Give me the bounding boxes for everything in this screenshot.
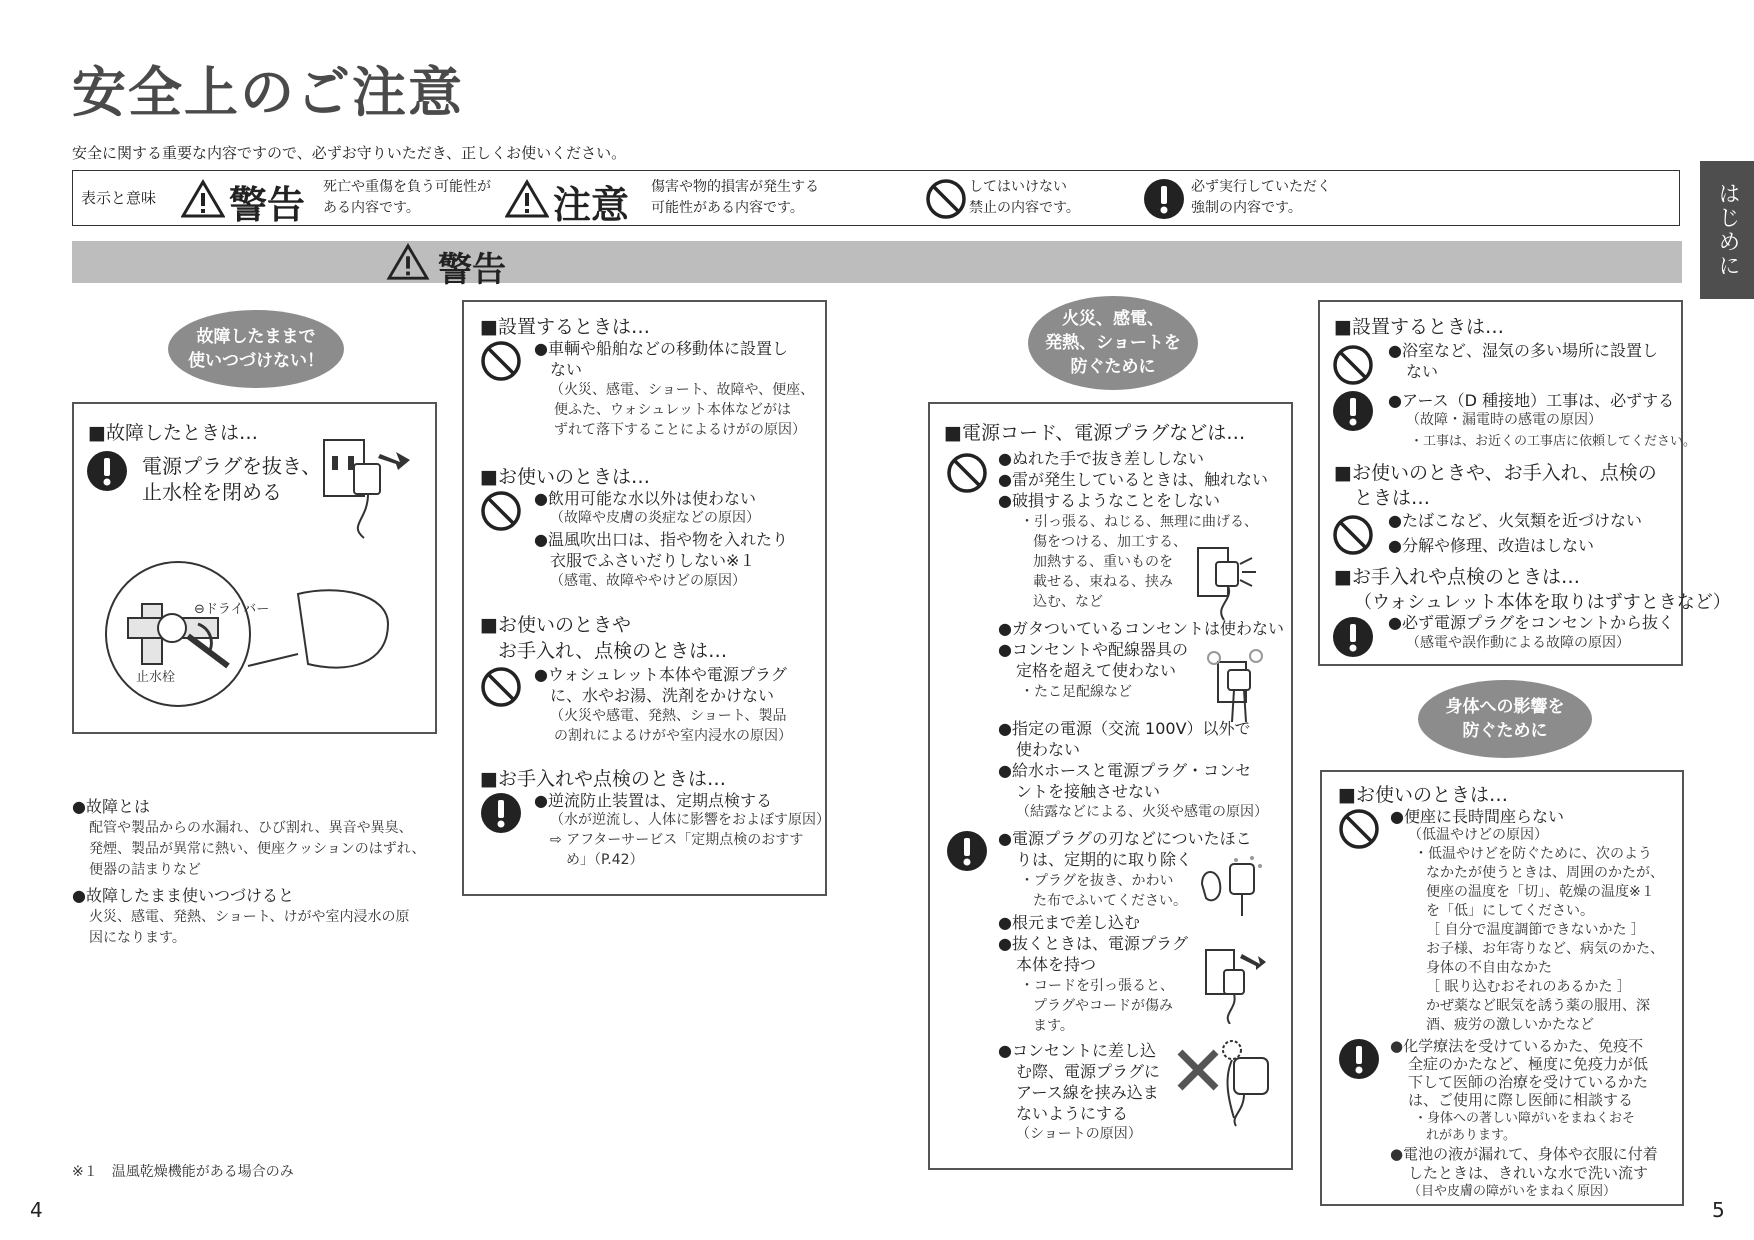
col1-note-5: ●故障したまま使いつづけると [72, 886, 294, 905]
col2-heading-4: ■お手入れや点検のときは… [480, 768, 726, 790]
col4-e-2: 全症のかたなど、極度に免疫力が低 [1408, 1055, 1649, 1073]
col4-c: ●必ず電源プラグをコンセントから抜く [1388, 613, 1674, 632]
legend-caution-word: 注意 [553, 183, 630, 227]
legend-warning-desc-1: 死亡や重傷を負う可能性が [323, 179, 491, 195]
col3-m-1: ●電源プラグの刃などについたほこ [998, 829, 1252, 848]
band-title: 警告 [438, 250, 506, 290]
mandatory-icon [1332, 616, 1374, 658]
col2-s2b-1: ●温風吹出口は、指や物を入れたり [534, 530, 788, 549]
col4-cn: （感電や誤作動による故障の原因） [1406, 635, 1630, 651]
col1-note-4: 便器の詰まりなど [89, 862, 201, 878]
col4-b-2: ●分解や修理、改造はしない [1388, 536, 1594, 555]
col4-box-1 [1318, 300, 1731, 666]
col2-s4n-3: め」（P.42） [566, 852, 644, 868]
col4-d: ●便座に長時間座らない [1390, 807, 1564, 826]
dust-plug-illustration [1196, 854, 1266, 918]
col3-m3n: （ショートの原因） [1016, 1126, 1142, 1142]
col4-b-1: ●たばこなど、火気類を近づけない [1388, 511, 1642, 530]
col3-p3: ●破損するようなことをしない [998, 491, 1220, 510]
legend-label: 表示と意味 [81, 189, 157, 207]
col1-box [72, 402, 437, 734]
col3-m3-3: アース線を挟み込ま [1016, 1083, 1159, 1102]
col1-note-2: 配管や製品からの水漏れ、ひび割れ、異音や異臭、 [89, 820, 413, 836]
legend-box [72, 170, 1680, 226]
col4-dn-1: （低温やけどの原因） [1408, 827, 1548, 843]
col3-p3-4: ントを接触させない [1016, 782, 1161, 801]
col4-dn-7: お子様、お年寄りなど、病気のかた、 [1426, 941, 1664, 957]
unplug-illustration [318, 430, 418, 540]
col3-mn-2: た布でふいてください。 [1033, 893, 1187, 909]
col1-action-2: 止水栓を閉める [142, 480, 282, 504]
col4-oval-line1: 身体への影響を [1445, 697, 1565, 717]
col2-s3-1: ●ウォシュレット本体や電源プラグ [534, 665, 787, 684]
col4-en-2: れがあります。 [1426, 1128, 1516, 1143]
col4-heading-3-1: ■お手入れや点検のときは… [1334, 566, 1580, 588]
col3-pn-2: 傷をつける、加工する、 [1033, 534, 1187, 550]
col3-heading: ■電源コード、電源プラグなどは… [944, 422, 1246, 444]
prohibition-icon [480, 340, 522, 382]
legend-warning-desc-2: ある内容です。 [323, 200, 420, 216]
earth-wire-plug-illustration [1220, 1038, 1276, 1128]
col4-a1-1: ●浴室など、湿気の多い場所に設置し [1388, 341, 1658, 360]
col1-note-1: ●故障とは [72, 797, 150, 816]
col3-box [928, 402, 1293, 1170]
warning-triangle-icon [181, 179, 225, 219]
col4-en-1: ・身体への著しい障がいをまねくおそ [1414, 1111, 1636, 1126]
col4-heading-2-1: ■お使いのときや、お手入れ、点検の [1334, 462, 1657, 484]
col1-heading: ■故障したときは… [88, 422, 258, 444]
col3-oval [1028, 296, 1198, 390]
page-number-right: 5 [1712, 1198, 1725, 1222]
col4-box-2 [1320, 770, 1684, 1206]
side-tab[interactable]: はじめに [1700, 161, 1754, 299]
col3-oval-line3: 防ぐために [1070, 357, 1156, 377]
col3-m3-1: ●コンセントに差し込 [998, 1041, 1156, 1060]
col3-p2n: ・たこ足配線など [1020, 684, 1132, 700]
caution-triangle-icon [505, 179, 549, 219]
col4-heading-1: ■設置するときは… [1334, 316, 1504, 338]
col4-oval [1418, 680, 1592, 758]
legend-warning-word: 警告 [229, 183, 306, 227]
col1-action-1: 電源プラグを抜き、 [142, 454, 322, 478]
col2-s4n-2[interactable]: ⇨ アフターサービス「定期点検のおすす [550, 832, 804, 848]
col2-heading-3-2: お手入れ、点検のときは… [498, 640, 728, 662]
pull-plug-illustration [1202, 944, 1266, 1024]
col3-p2: ●雷が発生しているときは、触れない [998, 470, 1268, 489]
col4-e-4: は、ご使用に際し医師に相談する [1408, 1091, 1634, 1109]
col1-note-6: 火災、感電、発熱、ショート、けがや室内浸水の原 [89, 909, 410, 925]
col2-s1-2: ない [550, 360, 583, 379]
col3-p3-2: 使わない [1016, 740, 1081, 759]
col1-driver-label: ⊖ドライバー [194, 602, 270, 617]
col3-oval-line2: 発熱、ショートを [1045, 333, 1181, 353]
col3-p2-3: 定格を超えて使わない [1016, 661, 1177, 680]
col2-s2bn: （感電、故障ややけどの原因） [550, 573, 746, 589]
col4-dn-3: なかたが使うときは、周囲のかたが、 [1426, 865, 1664, 881]
col3-pn-4: 載せる、束ねる、挟み [1033, 574, 1173, 590]
col4-heading-4: ■お使いのときは… [1338, 784, 1508, 806]
col2-heading-1: ■設置するときは… [480, 316, 650, 338]
col4-dn-9: ［ 眠り込むおそれのあるかた ］ [1426, 979, 1631, 995]
col2-heading-3-1: ■お使いのときや [480, 614, 631, 636]
prohibition-icon [480, 666, 522, 708]
col3-m2-2: ●抜くときは、電源プラグ [998, 934, 1188, 953]
mandatory-icon [1332, 390, 1374, 432]
col3-m3-4: ないようにする [1016, 1104, 1129, 1123]
prohibition-icon [946, 452, 988, 494]
prohibition-icon [1332, 344, 1374, 386]
col3-pn-1: ・引っ張る、ねじる、無理に曲げる、 [1020, 514, 1258, 530]
col4-a2n-2: ・工事は、お近くの工事店に依頼してください。 [1410, 434, 1697, 449]
twisted-plug-illustration [1194, 540, 1266, 622]
col4-e-3: 下して医師の治療を受けているかた [1408, 1073, 1649, 1091]
col2-heading-2: ■お使いのときは… [480, 466, 650, 488]
col2-s4n-1: （水が逆流し、人体に影響をおよぼす原因） [550, 812, 830, 828]
col1-note-7: 因になります。 [89, 930, 186, 946]
col3-m3-2: む際、電源プラグに [1016, 1062, 1161, 1081]
prohibition-icon [1338, 808, 1380, 850]
col4-f-1: ●電池の液が漏れて、身体や衣服に付着 [1390, 1145, 1658, 1163]
col4-dn-5: を「低」にしてください。 [1426, 903, 1594, 919]
x-mark-icon [1176, 1048, 1220, 1092]
page-title: 安全上のご注意 [72, 61, 464, 124]
page-number-left: 4 [30, 1198, 43, 1222]
col4-heading-3-2: （ウォシュレット本体を取りはずすときなど） [1354, 592, 1731, 613]
col2-s2b-2: 衣服でふさいだりしない※１ [550, 551, 756, 570]
mandatory-icon [1338, 1038, 1380, 1080]
col3-p2-1: ●ガタついているコンセントは使わない [998, 619, 1284, 638]
col3-pn-5: 込む、など [1033, 594, 1103, 610]
legend-mandatory-desc-2: 強制の内容です。 [1191, 200, 1302, 216]
col3-m2-1: ●根元まで差し込む [998, 913, 1140, 932]
col2-s3n-1: （火災や感電、発熱、ショート、製品 [550, 708, 787, 724]
col3-pn-3: 加熱する、重いものを [1033, 554, 1173, 570]
col2-box [462, 300, 830, 896]
legend-prohibit-desc-1: してはいけない [969, 179, 1067, 195]
col1-oval-line2: 使いつづけない！ [188, 351, 324, 371]
col3-p3-1: ●指定の電源（交流 100V）以外で [998, 719, 1251, 738]
mandatory-icon [1143, 178, 1185, 220]
col3-mn-1: ・プラグを抜き、かわい [1020, 873, 1174, 889]
prohibition-icon [480, 490, 522, 532]
col4-a1-2: ない [1406, 362, 1439, 381]
page-subtitle: 安全に関する重要な内容ですので、必ずお守りいただき、正しくお使いください。 [72, 144, 627, 162]
legend-prohibit-desc-2: 禁止の内容です。 [969, 200, 1080, 216]
col2-s3-2: に、水やお湯、洗剤をかけない [550, 686, 775, 705]
footnote: ※１ 温風乾燥機能がある場合のみ [72, 1164, 294, 1180]
col4-dn-2: ・低温やけどを防ぐために、次のよう [1414, 846, 1652, 862]
stop-valve-illustration [98, 554, 398, 714]
mandatory-icon [480, 792, 522, 834]
col4-oval-line2: 防ぐために [1462, 721, 1548, 741]
col1-valve-label: 止水栓 [136, 670, 176, 685]
col3-m2n-2: プラグやコードが傷み [1033, 998, 1173, 1014]
col2-s1n-1: （火災、感電、ショート、故障や、便座、 [550, 382, 815, 398]
mandatory-icon [86, 450, 128, 492]
col3-p3-3: ●給水ホースと電源プラグ・コンセ [998, 761, 1252, 780]
col2-s2an: （故障や皮膚の炎症などの原因） [550, 510, 760, 526]
col4-fn: （目や皮膚の障がいをまねく原因） [1408, 1184, 1617, 1199]
col3-p1: ●ぬれた手で抜き差ししない [998, 449, 1204, 468]
col2-s3n-2: の割れによるけがや室内浸水の原因） [554, 728, 792, 744]
col3-m2n-1: ・コードを引っ張ると、 [1020, 978, 1174, 994]
prohibition-icon [1332, 514, 1374, 556]
col4-e-1: ●化学療法を受けているかた、免疫不 [1390, 1037, 1644, 1055]
warning-band [72, 241, 1682, 290]
col4-dn-6: ［ 自分で温度調節できないかた ］ [1426, 922, 1645, 938]
col3-oval-line1: 火災、感電、 [1061, 309, 1164, 329]
col3-m2n-3: ます。 [1033, 1018, 1074, 1034]
legend-mandatory-desc-1: 必ず実行していただく [1191, 179, 1331, 195]
col4-f-2: したときは、きれいな水で洗い流す [1408, 1164, 1649, 1182]
col4-a2: ●アース（D 種接地）工事は、必ずする [1388, 391, 1675, 410]
col2-s1n-2: 便ふた、ウォシュレット本体などがは [554, 402, 792, 418]
col4-dn-4: 便座の温度を「切」、乾燥の温度※１ [1426, 884, 1655, 900]
col4-dn-10: かぜ薬など眠気を誘う薬の服用、深 [1426, 998, 1650, 1014]
col4-heading-2-2: ときは… [1354, 487, 1431, 509]
col2-s4: ●逆流防止装置は、定期点検する [534, 791, 772, 810]
col4-dn-11: 酒、疲労の激しいかたなど [1426, 1017, 1594, 1033]
col2-s1-1: ●車輌や船舶などの移動体に設置し [534, 339, 788, 358]
overloaded-outlet-illustration [1204, 648, 1266, 724]
warning-triangle-icon [386, 243, 430, 281]
legend-caution-desc-2: 可能性がある内容です。 [651, 200, 804, 216]
prohibition-icon [925, 178, 967, 220]
col3-m-2: りは、定期的に取り除く [1016, 850, 1193, 869]
legend-caution-desc-1: 傷害や物的損害が発生する [651, 179, 819, 195]
col2-s2a: ●飲用可能な水以外は使わない [534, 489, 756, 508]
col2-s1n-3: ずれて落下することによるけがの原因） [554, 422, 806, 438]
col4-a2n-1: （故障・漏電時の感電の原因） [1406, 412, 1602, 428]
mandatory-icon [946, 830, 988, 872]
col3-p2-2: ●コンセントや配線器具の [998, 640, 1188, 659]
col4-dn-8: 身体の不自由なかた [1426, 960, 1552, 976]
col3-p3n: （結露などによる、火災や感電の原因） [1016, 804, 1268, 820]
col1-note-3: 発煙、製品が異常に熱い、便座クッションのはずれ、 [89, 841, 426, 857]
col1-oval-line1: 故障したままで [196, 327, 316, 347]
col3-m2-3: 本体を持つ [1016, 955, 1097, 974]
col1-oval [168, 310, 344, 388]
